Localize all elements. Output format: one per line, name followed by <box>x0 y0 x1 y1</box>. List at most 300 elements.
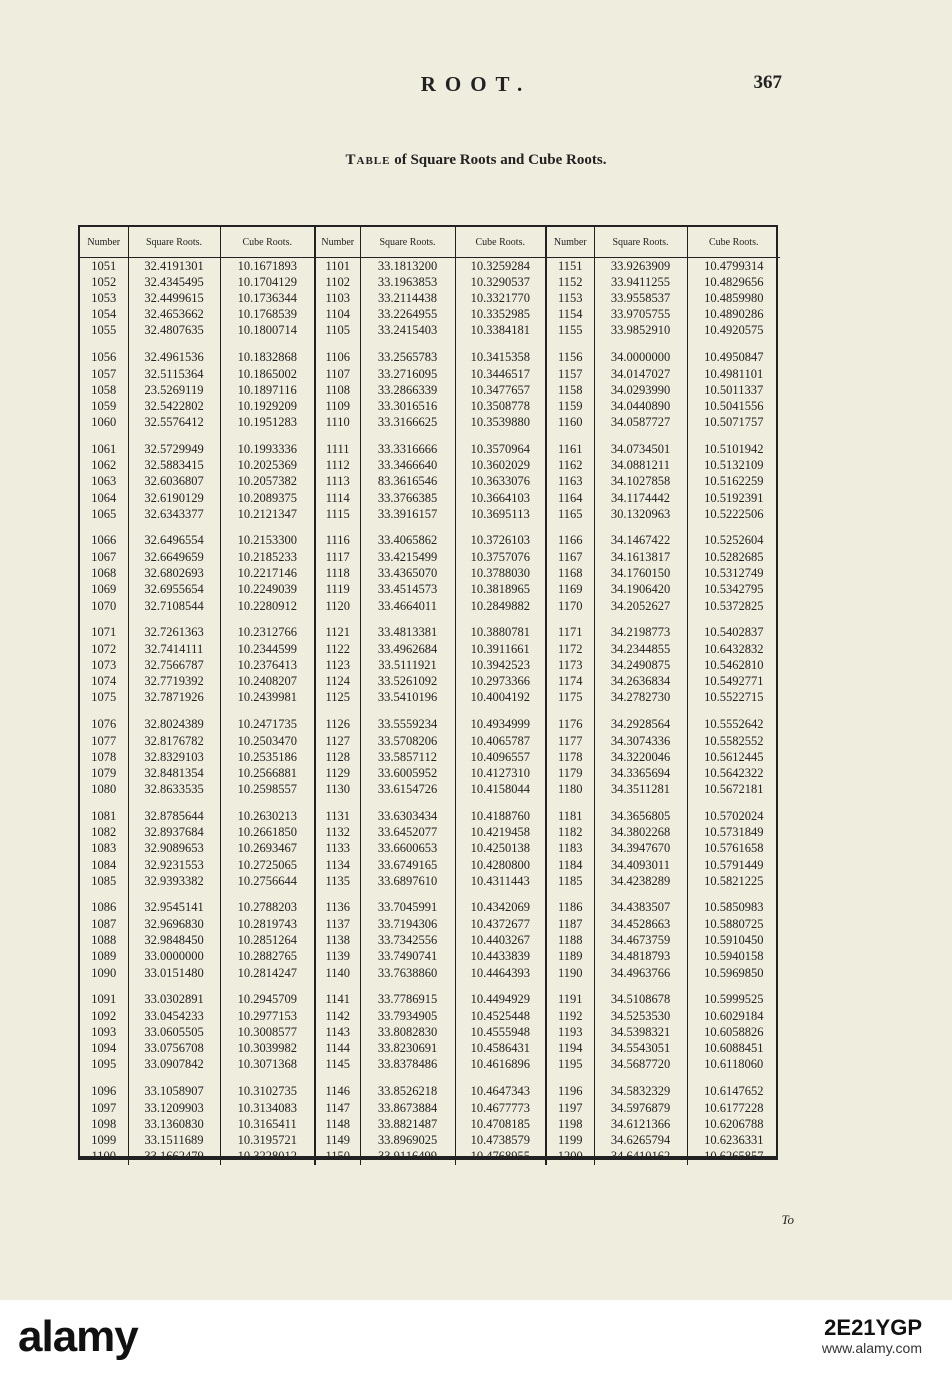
square-root-cell: 32.6496554 <box>128 522 220 549</box>
square-root-cell: 33.6600653 <box>360 841 455 857</box>
col-header: Square Roots. <box>360 227 455 258</box>
square-root-cell: 33.5559234 <box>360 706 455 733</box>
table-row <box>80 1149 780 1165</box>
table-row <box>80 1057 780 1073</box>
number-cell: 1168 <box>546 566 594 582</box>
number-cell: 1184 <box>546 857 594 873</box>
square-root-cell: 32.5729949 <box>128 431 220 458</box>
cube-root-cell: 10.5910450 <box>704 933 764 948</box>
number-cell: 1156 <box>546 339 594 366</box>
number-cell: 1088 <box>80 933 128 949</box>
table-row <box>80 981 780 1008</box>
table-row <box>80 1073 780 1100</box>
square-root-cell: 33.1963853 <box>360 274 455 290</box>
square-root-cell: 34.4238289 <box>594 873 687 889</box>
table-row <box>80 949 780 965</box>
number-cell: 1149 <box>315 1132 360 1148</box>
square-root-cell: 33.4514573 <box>360 582 455 598</box>
square-root-cell: 30.1320963 <box>594 506 687 522</box>
square-root-cell: 32.4499615 <box>128 290 220 306</box>
table-row <box>80 582 780 598</box>
table-row <box>80 323 780 339</box>
number-cell: 1173 <box>546 657 594 673</box>
square-root-cell: 34.6121366 <box>594 1116 687 1132</box>
cube-root-cell: 10.4250138 <box>455 841 546 857</box>
table-body <box>80 258 780 1165</box>
number-cell: 1124 <box>315 674 360 690</box>
number-cell: 1089 <box>80 949 128 965</box>
square-root-cell: 33.7934905 <box>360 1008 455 1024</box>
square-root-cell: 33.0454233 <box>128 1008 220 1024</box>
cube-root-cell: 10.5222506 <box>704 506 764 521</box>
square-root-cell: 32.6343377 <box>128 506 220 522</box>
square-root-cell: 33.1662479 <box>128 1149 220 1165</box>
number-cell: 1091 <box>80 981 128 1008</box>
number-cell: 1199 <box>546 1132 594 1148</box>
square-root-cell: 33.1209903 <box>128 1100 220 1116</box>
square-root-cell: 33.7194306 <box>360 916 455 932</box>
cube-root-cell: 10.2312766 <box>220 614 315 641</box>
square-root-cell: 32.9393382 <box>128 873 220 889</box>
cube-root-cell: 10.5702024 <box>704 808 764 823</box>
cube-root-cell: 10.4311443 <box>455 873 546 889</box>
square-root-cell: 33.7490741 <box>360 949 455 965</box>
number-cell: 1059 <box>80 398 128 414</box>
number-cell: 1127 <box>315 733 360 749</box>
table-row <box>80 782 780 798</box>
square-root-cell: 34.5976879 <box>594 1100 687 1116</box>
col-header: Cube Roots. <box>220 227 315 258</box>
table-row <box>80 339 780 366</box>
number-cell: 1172 <box>546 641 594 657</box>
number-cell: 1116 <box>315 522 360 549</box>
cube-root-cell: 10.4464393 <box>455 965 546 981</box>
cube-root-cell: 10.6265857 <box>704 1149 764 1164</box>
cube-root-cell: 10.6236331 <box>704 1132 764 1147</box>
cube-root-cell: 10.2630213 <box>220 798 315 825</box>
square-root-cell: 23.5269119 <box>128 382 220 398</box>
square-root-cell: 33.1360830 <box>128 1116 220 1132</box>
square-root-cell: 33.1813200 <box>360 258 455 275</box>
cube-root-cell: 10.4004192 <box>455 690 546 706</box>
square-root-cell: 32.8176782 <box>128 733 220 749</box>
square-root-cell: 32.5422802 <box>128 398 220 414</box>
cube-root-cell: 10.1704129 <box>220 274 315 290</box>
number-cell: 1065 <box>80 506 128 522</box>
table-row <box>80 598 780 614</box>
table-row <box>80 965 780 981</box>
number-cell: 1146 <box>315 1073 360 1100</box>
cube-root-cell: 10.2503470 <box>220 733 315 749</box>
cube-root-cell: 10.5731849 <box>704 825 764 840</box>
number-cell: 1175 <box>546 690 594 706</box>
square-root-cell: 34.6265794 <box>594 1132 687 1148</box>
square-root-cell: 33.0302891 <box>128 981 220 1008</box>
square-root-cell: 33.8821487 <box>360 1116 455 1132</box>
number-cell: 1118 <box>315 566 360 582</box>
table-row <box>80 690 780 706</box>
number-cell: 1087 <box>80 916 128 932</box>
number-cell: 1131 <box>315 798 360 825</box>
cube-root-cell: 10.5041556 <box>704 398 764 413</box>
cube-root-cell: 10.2973366 <box>455 674 546 690</box>
cube-root-cell: 10.6177228 <box>704 1100 764 1115</box>
number-cell: 1188 <box>546 933 594 949</box>
cube-root-cell: 10.1865002 <box>220 366 315 382</box>
square-root-cell: 32.5883415 <box>128 458 220 474</box>
cube-root-cell: 10.5522715 <box>704 690 764 705</box>
square-root-cell: 32.7261363 <box>128 614 220 641</box>
number-cell: 1111 <box>315 431 360 458</box>
cube-root-cell: 10.3134083 <box>220 1100 315 1116</box>
table-row <box>80 382 780 398</box>
table-row <box>80 258 780 275</box>
cube-root-cell: 10.3757076 <box>455 549 546 565</box>
cube-root-cell: 10.4829656 <box>704 274 764 289</box>
cube-root-cell: 10.1671893 <box>220 258 315 275</box>
table-header-row <box>80 227 780 258</box>
number-cell: 1180 <box>546 782 594 798</box>
square-root-cell: 34.6410162 <box>594 1149 687 1165</box>
cube-root-cell: 10.2756644 <box>220 873 315 889</box>
number-cell: 1057 <box>80 366 128 382</box>
site-url: www.alamy.com <box>821 1340 922 1356</box>
cube-root-cell: 10.3039982 <box>220 1041 315 1057</box>
table-row <box>80 825 780 841</box>
cube-root-cell: 10.5791449 <box>704 857 764 872</box>
number-cell: 1099 <box>80 1132 128 1148</box>
square-root-cell: 32.9089653 <box>128 841 220 857</box>
square-root-cell: 33.1058907 <box>128 1073 220 1100</box>
cube-root-cell: 10.4525448 <box>455 1008 546 1024</box>
square-root-cell: 32.9545141 <box>128 889 220 916</box>
cube-root-cell: 10.4677773 <box>455 1100 546 1116</box>
cube-root-cell: 10.5940158 <box>704 949 764 964</box>
number-cell: 1083 <box>80 841 128 857</box>
square-root-cell: 33.9558537 <box>594 290 687 306</box>
number-cell: 1096 <box>80 1073 128 1100</box>
image-id: 2E21YGP <box>824 1315 922 1340</box>
square-root-cell: 33.9705755 <box>594 307 687 323</box>
number-cell: 1084 <box>80 857 128 873</box>
number-cell: 1177 <box>546 733 594 749</box>
number-cell: 1165 <box>546 506 594 522</box>
number-cell: 1196 <box>546 1073 594 1100</box>
number-cell: 1070 <box>80 598 128 614</box>
number-cell: 1133 <box>315 841 360 857</box>
cube-root-cell: 10.2089375 <box>220 490 315 506</box>
cube-root-cell: 10.4859980 <box>704 290 764 305</box>
square-root-cell: 34.3365694 <box>594 765 687 781</box>
square-root-cell: 33.0000000 <box>128 949 220 965</box>
number-cell: 1176 <box>546 706 594 733</box>
square-root-cell: 34.0734501 <box>594 431 687 458</box>
square-root-cell: 33.8969025 <box>360 1132 455 1148</box>
square-root-cell: 83.3616546 <box>360 474 455 490</box>
square-root-cell: 34.3220046 <box>594 749 687 765</box>
number-cell: 1157 <box>546 366 594 382</box>
number-cell: 1073 <box>80 657 128 673</box>
square-root-cell: 33.6749165 <box>360 857 455 873</box>
square-root-cell: 34.3511281 <box>594 782 687 798</box>
square-root-cell: 33.7045991 <box>360 889 455 916</box>
cube-root-cell: 10.2057382 <box>220 474 315 490</box>
cube-root-cell: 10.5582552 <box>704 733 764 748</box>
cube-root-cell: 10.5552642 <box>704 716 764 731</box>
cube-root-cell: 10.6118060 <box>704 1057 764 1072</box>
cube-root-cell: 10.3071368 <box>220 1057 315 1073</box>
cube-root-cell: 10.2025369 <box>220 458 315 474</box>
number-cell: 1129 <box>315 765 360 781</box>
square-root-cell: 33.0605505 <box>128 1024 220 1040</box>
square-root-cell: 34.4818793 <box>594 949 687 965</box>
number-cell: 1155 <box>546 323 594 339</box>
square-root-cell: 32.9696830 <box>128 916 220 932</box>
square-root-cell: 34.1467422 <box>594 522 687 549</box>
cube-root-cell: 10.3352985 <box>455 307 546 323</box>
cube-root-cell: 10.4934999 <box>455 706 546 733</box>
square-root-cell: 32.9848450 <box>128 933 220 949</box>
cube-root-cell: 10.6058826 <box>704 1024 764 1039</box>
cube-root-cell: 10.4920575 <box>704 323 764 338</box>
cube-root-cell: 10.2376413 <box>220 657 315 673</box>
square-root-cell: 33.2114438 <box>360 290 455 306</box>
table-row <box>80 1116 780 1132</box>
cube-root-cell: 10.2280912 <box>220 598 315 614</box>
number-cell: 1054 <box>80 307 128 323</box>
square-root-cell: 33.5410196 <box>360 690 455 706</box>
cube-root-cell: 10.2185233 <box>220 549 315 565</box>
watermark-id-block <box>821 1315 922 1358</box>
cube-root-cell: 10.4708185 <box>455 1116 546 1132</box>
table-row <box>80 841 780 857</box>
number-cell: 1142 <box>315 1008 360 1024</box>
cube-root-cell: 10.3633076 <box>455 474 546 490</box>
number-cell: 1190 <box>546 965 594 981</box>
square-root-cell: 33.8230691 <box>360 1041 455 1057</box>
square-root-cell: 34.5253530 <box>594 1008 687 1024</box>
number-cell: 1174 <box>546 674 594 690</box>
cube-root-cell: 10.1800714 <box>220 323 315 339</box>
square-root-cell: 33.8378486 <box>360 1057 455 1073</box>
col-header: Number <box>546 227 594 258</box>
square-root-cell: 34.2490875 <box>594 657 687 673</box>
table-title <box>0 152 952 169</box>
table-row <box>80 398 780 414</box>
table-row <box>80 566 780 582</box>
cube-root-cell: 10.5462810 <box>704 657 764 672</box>
table-row <box>80 1024 780 1040</box>
table-title-prefix: Table <box>345 152 391 168</box>
cube-root-cell: 10.4096557 <box>455 749 546 765</box>
square-root-cell: 33.5111921 <box>360 657 455 673</box>
square-root-cell: 34.5687720 <box>594 1057 687 1073</box>
cube-root-cell: 10.1897116 <box>220 382 315 398</box>
table-row <box>80 641 780 657</box>
square-root-cell: 34.0587727 <box>594 415 687 431</box>
catchword: To <box>781 1212 794 1227</box>
square-root-cell: 34.5398321 <box>594 1024 687 1040</box>
square-root-cell: 33.4365070 <box>360 566 455 582</box>
cube-root-cell: 10.6088451 <box>704 1041 764 1056</box>
cube-root-cell: 10.4799314 <box>704 258 764 273</box>
cube-root-cell: 10.2725065 <box>220 857 315 873</box>
square-root-cell: 34.0440890 <box>594 398 687 414</box>
cube-root-cell: 10.5672181 <box>704 782 764 797</box>
cube-root-cell: 10.6147652 <box>704 1083 764 1098</box>
number-cell: 1120 <box>315 598 360 614</box>
number-cell: 1169 <box>546 582 594 598</box>
cube-root-cell: 10.2849882 <box>455 598 546 614</box>
square-root-cell: 32.8024389 <box>128 706 220 733</box>
cube-root-cell: 10.3195721 <box>220 1132 315 1148</box>
table-row <box>80 458 780 474</box>
cube-root-cell: 10.6432832 <box>704 641 764 656</box>
cube-root-cell: 10.3008577 <box>220 1024 315 1040</box>
square-root-cell: 32.5115364 <box>128 366 220 382</box>
number-cell: 1197 <box>546 1100 594 1116</box>
cube-root-cell: 10.2439981 <box>220 690 315 706</box>
cube-root-cell: 10.3446517 <box>455 366 546 382</box>
cube-root-cell: 10.4890286 <box>704 307 764 322</box>
number-cell: 1186 <box>546 889 594 916</box>
number-cell: 1101 <box>315 258 360 275</box>
number-cell: 1071 <box>80 614 128 641</box>
number-cell: 1147 <box>315 1100 360 1116</box>
col-header: Cube Roots. <box>455 227 546 258</box>
square-root-cell: 33.9263909 <box>594 258 687 275</box>
table-row <box>80 889 780 916</box>
square-root-cell: 32.8785644 <box>128 798 220 825</box>
number-cell: 1145 <box>315 1057 360 1073</box>
square-root-cell: 33.4215499 <box>360 549 455 565</box>
number-cell: 1063 <box>80 474 128 490</box>
number-cell: 1051 <box>80 258 128 275</box>
square-root-cell: 32.5576412 <box>128 415 220 431</box>
running-title: ROOT. <box>420 72 532 96</box>
square-root-cell: 32.6649659 <box>128 549 220 565</box>
number-cell: 1108 <box>315 382 360 398</box>
square-root-cell: 33.3766385 <box>360 490 455 506</box>
number-cell: 1166 <box>546 522 594 549</box>
number-cell: 1144 <box>315 1041 360 1057</box>
square-root-cell: 33.5857112 <box>360 749 455 765</box>
number-cell: 1067 <box>80 549 128 565</box>
number-cell: 1187 <box>546 916 594 932</box>
number-cell: 1095 <box>80 1057 128 1073</box>
cube-root-cell: 10.5162259 <box>704 474 764 489</box>
cube-root-cell: 10.3818965 <box>455 582 546 598</box>
square-root-cell: 34.0000000 <box>594 339 687 366</box>
cube-root-cell: 10.3165411 <box>220 1116 315 1132</box>
roots-table-frame <box>78 225 778 1164</box>
number-cell: 1185 <box>546 873 594 889</box>
square-root-cell: 32.8329103 <box>128 749 220 765</box>
number-cell: 1106 <box>315 339 360 366</box>
table-row <box>80 431 780 458</box>
table-row <box>80 857 780 873</box>
number-cell: 1167 <box>546 549 594 565</box>
square-root-cell: 33.2716095 <box>360 366 455 382</box>
number-cell: 1055 <box>80 323 128 339</box>
number-cell: 1060 <box>80 415 128 431</box>
square-root-cell: 32.7414111 <box>128 641 220 657</box>
square-root-cell: 33.8673884 <box>360 1100 455 1116</box>
number-cell: 1126 <box>315 706 360 733</box>
cube-root-cell: 10.3570964 <box>455 431 546 458</box>
square-root-cell: 32.4961536 <box>128 339 220 366</box>
square-root-cell: 32.7566787 <box>128 657 220 673</box>
cube-root-cell: 10.4981101 <box>704 366 764 381</box>
square-root-cell: 32.6802693 <box>128 566 220 582</box>
square-root-cell: 32.7871926 <box>128 690 220 706</box>
cube-root-cell: 10.4342069 <box>455 889 546 916</box>
square-root-cell: 34.2636834 <box>594 674 687 690</box>
square-root-cell: 32.4653662 <box>128 307 220 323</box>
number-cell: 1115 <box>315 506 360 522</box>
cube-root-cell: 10.2661850 <box>220 825 315 841</box>
number-cell: 1134 <box>315 857 360 873</box>
square-root-cell: 34.2344855 <box>594 641 687 657</box>
number-cell: 1192 <box>546 1008 594 1024</box>
table-row <box>80 1041 780 1057</box>
number-cell: 1121 <box>315 614 360 641</box>
square-root-cell: 33.4962684 <box>360 641 455 657</box>
square-root-cell: 33.0756708 <box>128 1041 220 1057</box>
number-cell: 1182 <box>546 825 594 841</box>
square-root-cell: 33.7638860 <box>360 965 455 981</box>
square-root-cell: 32.4345495 <box>128 274 220 290</box>
number-cell: 1086 <box>80 889 128 916</box>
square-root-cell: 34.5543051 <box>594 1041 687 1057</box>
square-root-cell: 34.1027858 <box>594 474 687 490</box>
table-row <box>80 1100 780 1116</box>
table-row <box>80 674 780 690</box>
square-root-cell: 34.4093011 <box>594 857 687 873</box>
table-row <box>80 307 780 323</box>
number-cell: 1074 <box>80 674 128 690</box>
cube-root-cell: 10.2882765 <box>220 949 315 965</box>
number-cell: 1151 <box>546 258 594 275</box>
cube-root-cell: 10.4219458 <box>455 825 546 841</box>
cube-root-cell: 10.4586431 <box>455 1041 546 1057</box>
number-cell: 1132 <box>315 825 360 841</box>
square-root-cell: 33.0151480 <box>128 965 220 981</box>
number-cell: 1193 <box>546 1024 594 1040</box>
square-root-cell: 32.4807635 <box>128 323 220 339</box>
number-cell: 1075 <box>80 690 128 706</box>
number-cell: 1107 <box>315 366 360 382</box>
cube-root-cell: 10.3228012 <box>220 1149 315 1165</box>
table-row <box>80 933 780 949</box>
number-cell: 1119 <box>315 582 360 598</box>
cube-root-cell: 10.4188760 <box>455 798 546 825</box>
table-row <box>80 522 780 549</box>
square-root-cell: 33.5708206 <box>360 733 455 749</box>
number-cell: 1170 <box>546 598 594 614</box>
square-root-cell: 34.5832329 <box>594 1073 687 1100</box>
square-root-cell: 34.1174442 <box>594 490 687 506</box>
square-root-cell: 34.4383507 <box>594 889 687 916</box>
col-header: Number <box>315 227 360 258</box>
cube-root-cell: 10.4280800 <box>455 857 546 873</box>
number-cell: 1085 <box>80 873 128 889</box>
number-cell: 1179 <box>546 765 594 781</box>
square-root-cell: 34.0147027 <box>594 366 687 382</box>
cube-root-cell: 10.4555948 <box>455 1024 546 1040</box>
square-root-cell: 33.8082830 <box>360 1024 455 1040</box>
cube-root-cell: 10.3539880 <box>455 415 546 431</box>
